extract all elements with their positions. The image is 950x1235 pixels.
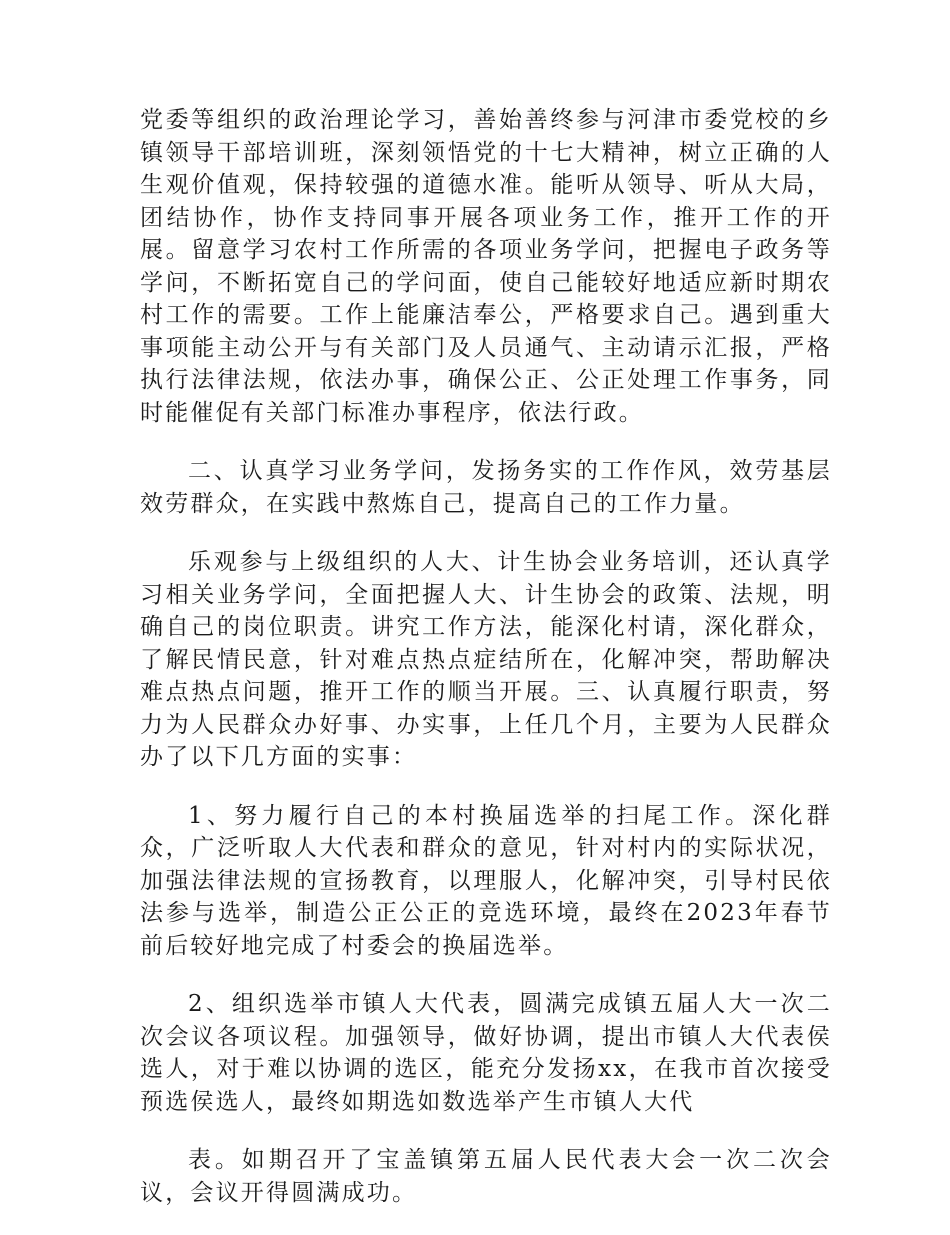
paragraph-political-study: 党委等组织的政治理论学习，善始善终参与河津市委党校的乡镇领导干部培训班，深刻领悟党的十七大精神，树立正确的人生观价值观，保持较强的道德水准。能听从领导、听从大局，团结协作，协作支持同事开展各项业务工作，推开工作的开展。留意学习农村工作所需的各项业务学问，把握电子政务等学问，不断拓宽自己的学问面，使自己能较好地适应新时期农村工作的需要。工作上能廉洁奉公，严格要求自己。遇到重大事项能主动公开与有关部门及人员通气、主动请示汇报，严格执行法律法规，依法办事，确保公正、公正处理工作事务，同时能催促有关部门标准办事程序，依法行政。 — [140, 107, 832, 426]
paragraph-section-two-heading: 二、认真学习业务学问，发扬务实的工作作风，效劳基层效劳群众，在实践中熬炼自己，提高自己的工作力量。 — [140, 458, 832, 517]
paragraph-training-and-duties: 乐观参与上级组织的人大、计生协会业务培训，还认真学习相关业务学问，全面把握人大、计生协会的政策、法规，明确自己的岗位职责。讲究工作方法，能深化村请，深化群众，了解民情民意，针对难点热点症结所在，化解冲突，帮助解决难点热点问题，推开工作的顺当开展。三、认真履行职责，努力为人民群众办好事、办实事，上任几个月，主要为人民群众办了以下几方面的实事： — [140, 549, 832, 770]
document-body — [140, 104, 832, 1235]
paragraph-congress-meeting: 表。如期召开了宝盖镇第五届人民代表大会一次二次会议，会议开得圆满成功。 — [140, 1147, 832, 1206]
paragraph-item-one-election: 1、努力履行自己的本村换届选举的扫尾工作。深化群众，广泛听取人大代表和群众的意见，针对村内的实际状况，加强法律法规的宣扬教育，以理服人，化解冲突，引导村民依法参与选举，制造公正公正的竞选环境，最终在2023年春节前后较好地完成了村委会的换届选举。 — [140, 802, 832, 959]
paragraph-item-two-representatives: 2、组织选举市镇人大代表，圆满完成镇五届人大一次二次会议各项议程。加强领导，做好协调，提出市镇人大代表侯选人，对于难以协调的选区，能充分发扬xx，在我市首次接受预选侯选人，最终如期选如数选举产生市镇人大代 — [140, 991, 832, 1115]
